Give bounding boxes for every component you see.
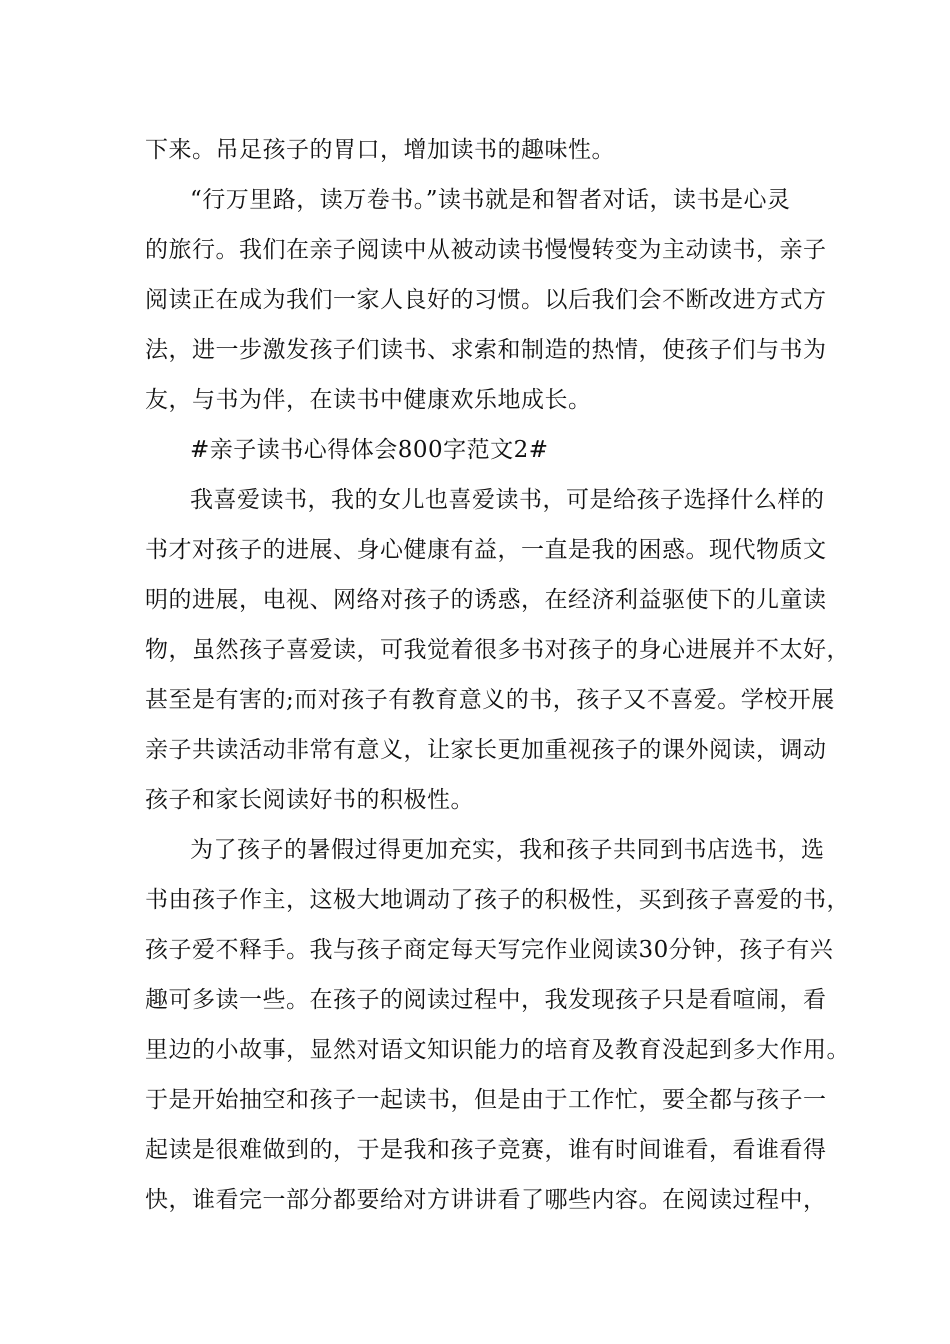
paragraph-line: 趣可多读一些。在孩子的阅读过程中，我发现孩子只是看喧闹，看 (145, 987, 827, 1013)
paragraph-line: 亲子共读活动非常有意义，让家长更加重视孩子的课外阅读，调动 (145, 737, 827, 763)
paragraph-line: 我喜爱读书，我的女儿也喜爱读书，可是给孩子选择什么样的 (190, 487, 825, 513)
paragraph-line: 下来。吊足孩子的胃口，增加读书的趣味性。 (145, 137, 615, 163)
paragraph-line: 孩子爱不释手。我与孩子商定每天写完作业阅读30分钟，孩子有兴 (145, 937, 834, 963)
paragraph-line: 法，进一步激发孩子们读书、求索和制造的热情，使孩子们与书为 (145, 337, 827, 363)
paragraph-line: 明的进展，电视、网络对孩子的诱惑，在经济利益驱使下的儿童读 (145, 587, 827, 613)
paragraph-line: 友，与书为伴，在读书中健康欢乐地成长。 (145, 387, 592, 413)
paragraph-line: 为了孩子的暑假过得更加充实，我和孩子共同到书店选书，选 (190, 837, 825, 863)
paragraph-line: 物，虽然孩子喜爱读，可我觉着很多书对孩子的身心进展并不太好， (145, 637, 850, 663)
paragraph-line: “行万里路，读万卷书。”读书就是和智者对话，读书是心灵 (190, 187, 791, 213)
paragraph-line: 的旅行。我们在亲子阅读中从被动读书慢慢转变为主动读书，亲子 (145, 237, 827, 263)
paragraph-line: 起读是很难做到的，于是我和孩子竞赛，谁有时间谁看，看谁看得 (145, 1137, 827, 1163)
paragraph-line: 书才对孩子的进展、身心健康有益，一直是我的困惑。现代物质文 (145, 537, 827, 563)
paragraph-line: 于是开始抽空和孩子一起读书，但是由于工作忙，要全都与孩子一 (145, 1087, 827, 1113)
paragraph-line: 里边的小故事，显然对语文知识能力的培育及教育没起到多大作用。 (145, 1037, 850, 1063)
paragraph-line: 快，谁看完一部分都要给对方讲讲看了哪些内容。在阅读过程中， (145, 1187, 827, 1213)
section-heading: #亲子读书心得体会800字范文2# (190, 437, 549, 463)
paragraph-line: 孩子和家长阅读好书的积极性。 (145, 787, 474, 813)
paragraph-line: 阅读正在成为我们一家人良好的习惯。以后我们会不断改进方式方 (145, 287, 827, 313)
paragraph-line: 甚至是有害的;而对孩子有教育意义的书，孩子又不喜爱。学校开展 (145, 687, 835, 713)
paragraph-line: 书由孩子作主，这极大地调动了孩子的积极性，买到孩子喜爱的书， (145, 887, 850, 913)
